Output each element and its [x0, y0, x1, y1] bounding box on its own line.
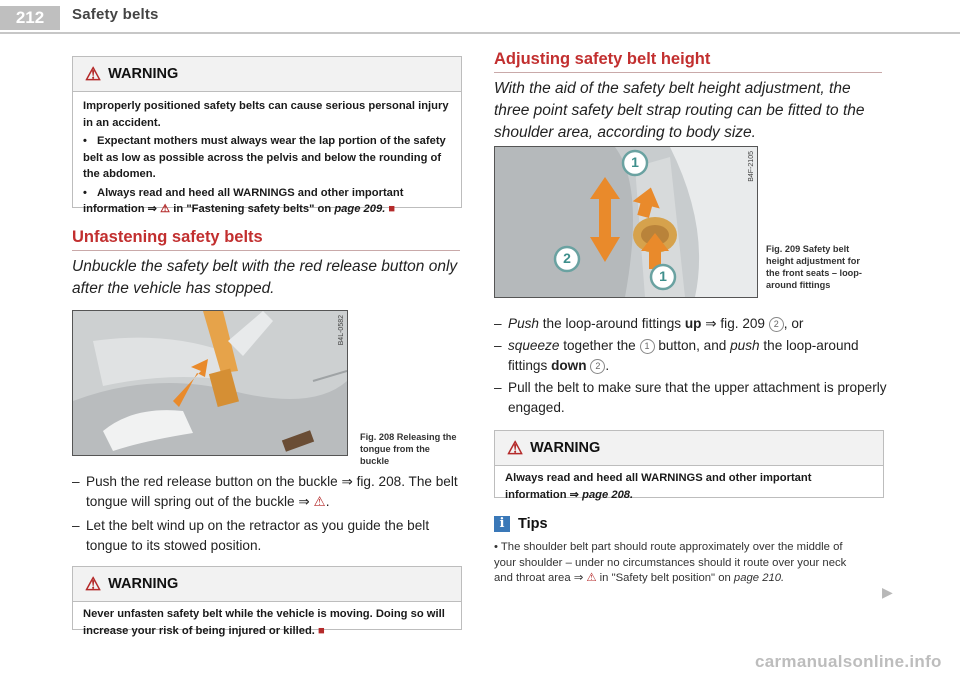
warning-bullet-text: Always read and heed all WARNINGS and other important information	[83, 186, 404, 215]
watermark: carmanualsonline.info	[755, 652, 942, 671]
step-text: the loop-around fittings	[542, 316, 682, 331]
warning-bullet-text: Expectant mothers must always wear the lap portion of the safety belt as low as possible across the pelvis and below the rounding of the abdomen.	[83, 135, 446, 180]
warning-title: WARNING	[530, 440, 601, 456]
callout-1: 1	[631, 154, 639, 170]
warning-triangle-icon: ⚠	[160, 203, 171, 215]
section-rule	[494, 72, 882, 73]
tips-bullet: •	[494, 541, 498, 553]
figure-caption-text: Releasing the tongue from the buckle	[360, 432, 457, 466]
step-emph: Push	[508, 316, 539, 331]
step-bold: up	[684, 316, 702, 331]
section-rule	[72, 250, 460, 251]
figure-208-caption	[360, 431, 460, 467]
step-squeeze-down: – squeeze together the 1 button, and push the loop-around fittings down 2 .	[494, 338, 859, 373]
warning-box-1	[72, 56, 462, 215]
step-dash: –	[72, 518, 80, 533]
step-dash: –	[494, 380, 502, 395]
step-bold: down	[551, 357, 587, 373]
callout-2: 2	[563, 250, 571, 266]
tips-header	[494, 516, 548, 532]
step-text: Let the belt wind up on the retractor as you guide the belt tongue to its stowed position.	[86, 518, 430, 553]
callout-ref-1-icon: 1	[640, 339, 655, 354]
step-emph: push	[730, 338, 760, 353]
warning-body	[73, 602, 461, 645]
step-emph: squeeze	[508, 338, 560, 353]
ref-text: in "Fastening safety belts" on	[173, 203, 332, 215]
step-push-up	[494, 314, 889, 334]
page-link[interactable]: page 210.	[733, 572, 785, 584]
warning-bullet: • Expectant mothers must always wear the lap portion of the safety belt as low as possible across the pelvis and below the rounding of the abdomen.	[83, 135, 446, 180]
belt-height-illustration	[495, 147, 757, 297]
step-text: Pull the belt to make sure that the upper attachment is properly engaged.	[508, 380, 887, 415]
belt-release-illustration	[73, 311, 347, 455]
callout-1: 1	[659, 268, 667, 284]
figure-209-caption	[766, 243, 866, 291]
header-rule	[0, 32, 960, 34]
warning-header	[495, 431, 883, 466]
warning-bullet: • Always read and heed all WARNINGS and other important information ⇒ ⚠ in "Fastening safety belts" on page 209. ■	[83, 186, 404, 215]
warning-triangle-icon: ⚠	[85, 64, 102, 84]
warning-box-3	[494, 430, 884, 501]
step-1: – Push the red release button on the buckle ⇒ fig. 208. The belt tongue will spring out of the buckle ⇒ ⚠.	[72, 474, 458, 509]
running-header: Safety belts	[72, 6, 159, 23]
section-title-unfastening: Unfastening safety belts	[72, 228, 263, 246]
figure-208	[72, 310, 348, 456]
figure-ref: fig. 209	[720, 316, 765, 331]
arrow-ref-icon: ⇒	[573, 572, 584, 584]
page-number: 212	[0, 6, 60, 30]
step-text: the loop-around fittings	[508, 338, 859, 373]
step-text: Push the red release button on the buckle	[86, 474, 338, 489]
figure-209	[494, 146, 758, 298]
end-square-icon: ■	[318, 624, 325, 637]
tips-text: The shoulder belt part should route approximately over the middle of your shoulder – under no circumstances should it route over your neck and throat area	[494, 541, 847, 584]
step-pull	[494, 378, 889, 417]
step-text: button, and	[658, 338, 727, 353]
warning-title: WARNING	[108, 576, 179, 592]
figure-code: B4L-0582	[338, 315, 345, 346]
step-2	[72, 516, 462, 555]
figure-caption-text: Safety belt height adjustment for the front seats – loop-around fittings	[766, 244, 862, 290]
continue-arrow-icon: ▶	[882, 584, 893, 600]
arrow-ref-icon: ⇒	[298, 493, 310, 509]
step-text: , or	[783, 316, 804, 331]
tips-ref-text: in "Safety belt position" on	[599, 572, 731, 584]
page-link[interactable]: page 208.	[582, 488, 634, 501]
step-dash: –	[494, 338, 502, 353]
warning-box-2	[72, 566, 462, 637]
warning-body	[73, 92, 461, 226]
step-ref-text: fig. 208. The belt tongue will spring out of the buckle	[86, 474, 458, 509]
warning-title: WARNING	[108, 66, 179, 82]
step-dash: –	[494, 316, 502, 331]
arrow-ref-icon: ⇒	[341, 474, 353, 489]
section-title-adjusting: Adjusting safety belt height	[494, 50, 711, 68]
step-dash: –	[72, 474, 80, 489]
warning-text: Never unfasten safety belt while the vehicle is moving. Doing so will increase your risk of being injured or killed.	[83, 608, 445, 637]
callout-ref-2-icon: 2	[769, 317, 784, 332]
warning-line: Improperly positioned safety belts can cause serious personal injury in an accident.	[83, 100, 449, 129]
figure-number: Fig. 208	[360, 432, 395, 442]
warning-body	[495, 466, 883, 509]
warning-triangle-icon: ⚠	[313, 493, 326, 509]
end-square-icon: ■	[388, 203, 396, 215]
warning-triangle-icon: ⚠	[85, 574, 102, 594]
warning-triangle-icon: ⚠	[507, 438, 524, 458]
figure-code: B4F-2105	[748, 151, 755, 182]
arrow-ref-icon: ⇒	[147, 203, 158, 215]
warning-text: Always read and heed all WARNINGS and other important information	[505, 472, 812, 501]
arrow-ref-icon: ⇒	[705, 316, 717, 331]
step-text: together the	[563, 338, 636, 353]
page-link[interactable]: page 209.	[334, 203, 386, 215]
tips-title: Tips	[518, 516, 548, 532]
figure-number: Fig. 209	[766, 244, 801, 254]
warning-header	[73, 567, 461, 602]
warning-header	[73, 57, 461, 92]
tips-body	[494, 540, 864, 587]
section-intro: With the aid of the safety belt height adjustment, the three point safety belt strap routing can be fitted to the shoulder area, according to body size.	[494, 80, 865, 141]
warning-triangle-icon: ⚠	[586, 572, 597, 584]
arrow-ref-icon: ⇒	[569, 488, 580, 501]
callout-ref-2-icon: 2	[590, 359, 605, 374]
section-intro: Unbuckle the safety belt with the red release button only after the vehicle has stopped.	[72, 258, 458, 297]
info-icon: i	[494, 516, 510, 532]
